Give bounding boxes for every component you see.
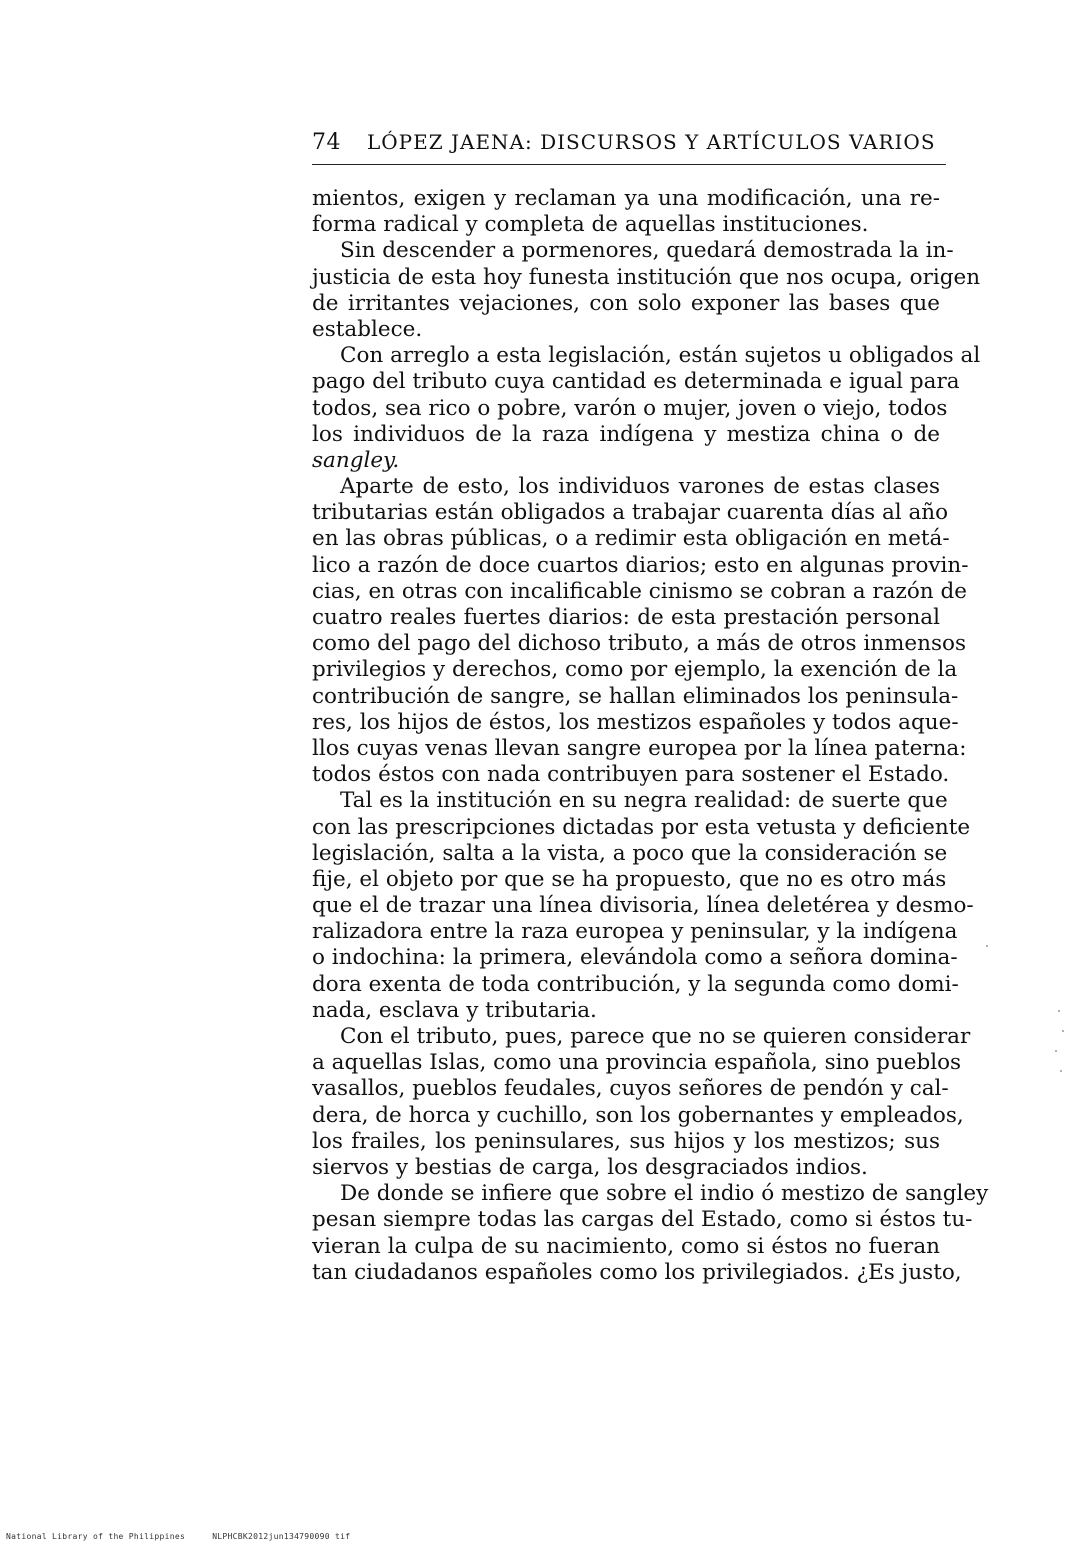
- scan-file-id: NLPHCBK2012jun134790090 tif: [212, 1532, 351, 1541]
- text-line: dera, de horca y cuchillo, son los gobernantes y empleados,: [312, 1102, 964, 1128]
- running-head-title: LÓPEZ JAENA: DISCURSOS Y ARTÍCULOS VARIOS: [367, 130, 936, 154]
- text-line: a aquellas Islas, como una provincia española, sino pueblos: [312, 1050, 962, 1076]
- scan-speck: [1055, 1050, 1057, 1052]
- text-line: lico a razón de doce cuartos diarios; esto en algunas provin-: [312, 552, 969, 578]
- text-line: justicia de esta hoy funesta institución que nos ocupa, origen: [312, 264, 981, 290]
- text-line: sangley.: [312, 447, 400, 473]
- text-line: vieran la culpa de su nacimiento, como si éstos no fueran: [312, 1233, 940, 1259]
- text-line: de irritantes vejaciones, con solo exponer las bases que: [312, 290, 940, 316]
- text-line: Aparte de esto, los individuos varones de estas clases: [340, 474, 940, 500]
- scan-library-credit: National Library of the Philippines: [6, 1532, 186, 1541]
- text-line: o indochina: la primera, elevándola como a señora domina-: [312, 945, 958, 971]
- body-text: [312, 186, 989, 1286]
- text-line: res, los hijos de éstos, los mestizos españoles y todos aque-: [312, 709, 959, 735]
- scan-footer: [6, 1532, 350, 1541]
- scan-speck: [986, 945, 988, 947]
- text-line: forma radical y completa de aquellas instituciones.: [312, 212, 869, 238]
- scan-speck: [1062, 1030, 1064, 1032]
- page-number: 74: [312, 130, 341, 155]
- text-line: cias, en otras con incalificable cinismo se cobran a razón de: [312, 578, 967, 604]
- text-line: fije, el objeto por que se ha propuesto, que no es otro más: [312, 866, 947, 892]
- text-line: ralizadora entre la raza europea y peninsular, y la indígena: [312, 919, 958, 945]
- text-line: que el de trazar una línea divisoria, línea deletérea y desmo-: [312, 893, 974, 919]
- text-line: con las prescripciones dictadas por esta vetusta y deficiente: [312, 814, 971, 840]
- text-line: Sin descender a pormenores, quedará demostrada la in-: [340, 238, 954, 264]
- text-line: llos cuyas venas llevan sangre europea por la línea paterna:: [312, 735, 967, 761]
- text-line: De donde se infiere que sobre el indio ó mestizo de sangley: [340, 1181, 989, 1207]
- text-line: legislación, salta a la vista, a poco que la consideración se: [312, 840, 948, 866]
- text-line: siervos y bestias de carga, los desgraciados indios.: [312, 1154, 868, 1180]
- text-line: establece.: [312, 316, 423, 342]
- text-line: cuatro reales fuertes diarios: de esta prestación personal: [312, 605, 940, 630]
- text-line: dora exenta de toda contribución, y la segunda como domi-: [312, 971, 959, 997]
- text-line: tributarias están obligados a trabajar cuarenta días al año: [312, 500, 949, 526]
- running-head: [312, 130, 946, 165]
- text-line: los individuos de la raza indígena y mestiza china o de: [312, 421, 940, 447]
- scan-speck: [1058, 1010, 1060, 1012]
- text-line: pago del tributo cuya cantidad es determinada e igual para: [312, 369, 960, 395]
- text-line: nada, esclava y tributaria.: [312, 997, 597, 1023]
- text-line: en las obras públicas, o a redimir esta obligación en metá-: [312, 526, 950, 552]
- text-line: los frailes, los peninsulares, sus hijos y los mestizos; sus: [312, 1128, 940, 1154]
- text-line: mientos, exigen y reclaman ya una modificación, una re-: [312, 186, 940, 211]
- text-line: contribución de sangre, se hallan eliminados los peninsula-: [312, 683, 959, 709]
- text-line: Con el tributo, pues, parece que no se quieren considerar: [340, 1024, 971, 1049]
- text-line: tan ciudadanos españoles como los privilegiados. ¿Es justo,: [312, 1259, 962, 1285]
- scan-speck: [1060, 1070, 1062, 1072]
- text-line: Tal es la institución en su negra realidad: de suerte que: [340, 788, 948, 814]
- text-line: todos éstos con nada contribuyen para sostener el Estado.: [312, 762, 950, 788]
- text-line: vasallos, pueblos feudales, cuyos señores de pendón y cal-: [312, 1076, 949, 1102]
- text-line: Con arreglo a esta legislación, están sujetos u obligados al: [340, 343, 981, 369]
- text-line: privilegios y derechos, como por ejemplo, la exención de la: [312, 657, 958, 683]
- text-line: como del pago del dichoso tributo, a más de otros inmensos: [312, 631, 967, 657]
- text-line: todos, sea rico o pobre, varón o mujer, joven o viejo, todos: [312, 395, 948, 421]
- text-line: pesan siempre todas las cargas del Estado, como si éstos tu-: [312, 1207, 973, 1233]
